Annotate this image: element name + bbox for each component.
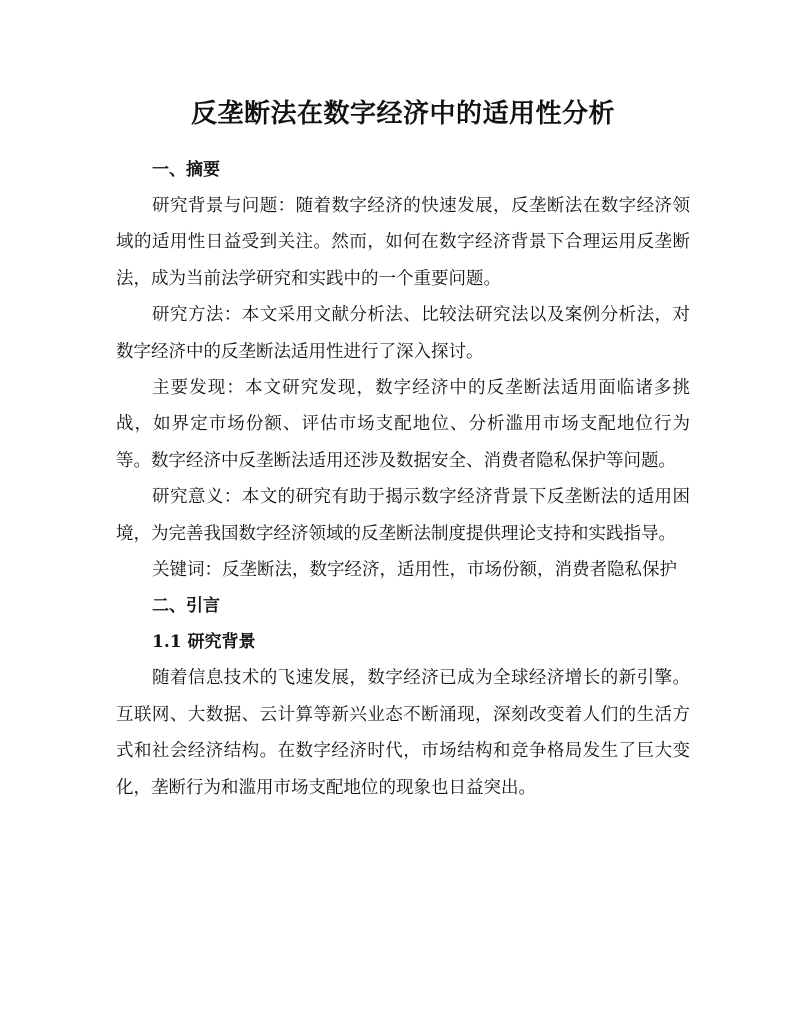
document-body: [116, 92, 690, 806]
abstract-paragraph-background: 研究背景与问题：随着数字经济的快速发展，反垄断法在数字经济领域的适用性日益受到关注。然而，如何在数字经济背景下合理运用反垄断法，成为当前法学研究和实践中的一个重要问题。: [116, 196, 690, 289]
subsection-heading-background: 1.1 研究背景: [152, 632, 256, 653]
abstract-paragraph-findings: 主要发现：本文研究发现，数字经济中的反垄断法适用面临诸多挑战，如界定市场份额、评估市场支配地位、分析滥用市场支配地位行为等。数字经济中反垄断法适用还涉及数据安全、消费者隐私保护等问题。: [116, 378, 690, 471]
abstract-paragraph-significance: 研究意义：本文的研究有助于揭示数字经济背景下反垄断法的适用困境，为完善我国数字经济领域的反垄断法制度提供理论支持和实践指导。: [116, 487, 690, 544]
section-heading-abstract: 一、摘要: [152, 160, 220, 180]
document-title: 反垄断法在数字经济中的适用性分析: [190, 99, 615, 129]
abstract-paragraph-methods: 研究方法：本文采用文献分析法、比较法研究法以及案例分析法，对数字经济中的反垄断法适用性进行了深入探讨。: [116, 305, 690, 362]
section-heading-introduction: 二、引言: [152, 596, 220, 617]
abstract-paragraph-keywords: 关键词：反垄断法，数字经济，适用性，市场份额，消费者隐私保护: [152, 560, 677, 581]
introduction-paragraph-background: 随着信息技术的飞速发展，数字经济已成为全球经济增长的新引擎。互联网、大数据、云计算等新兴业态不断涌现，深刻改变着人们的生活方式和社会经济结构。在数字经济时代，市场结构和竞争格局发生了巨大变化，垄断行为和滥用市场支配地位的现象也日益突出。: [116, 668, 690, 798]
